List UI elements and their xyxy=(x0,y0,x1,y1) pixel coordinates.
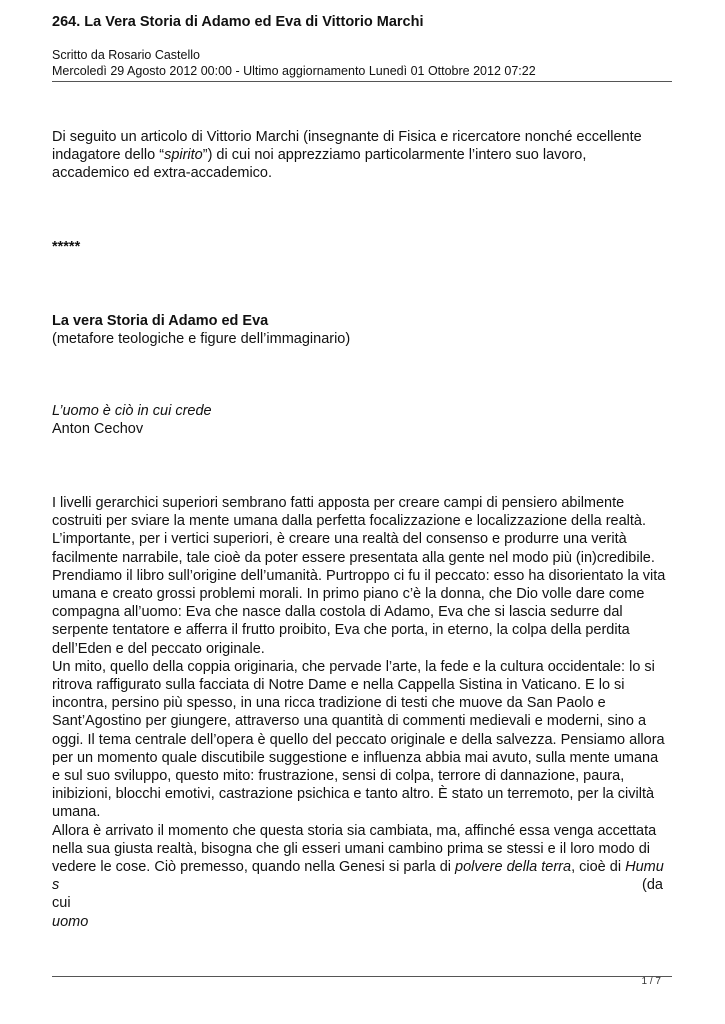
article-text: vedere le cose. Ciò premesso, quando nella Genesi si parla di xyxy=(52,859,456,876)
page-title: 264. La Vera Storia di Adamo ed Eva di Vittorio Marchi xyxy=(52,14,424,30)
article-line xyxy=(52,858,672,876)
article-line: e sul suo sviluppo, questo mito: frustrazione, sensi di colpa, terrore di dannazione, paura, xyxy=(52,768,625,785)
article-line: inibizioni, blocchi emotivi, castrazione psichica e tanto altro. È stato un terremoto, per la civiltà xyxy=(52,786,655,803)
article-italic-text: polvere della terra xyxy=(455,859,572,876)
article-line: dell’Eden e del peccato originale. xyxy=(52,640,265,657)
article-line: Un mito, quello della coppia originaria, che pervade l’arte, la fede e la cultura occidentale: lo si xyxy=(52,658,655,675)
article-body xyxy=(52,494,672,931)
intro-italic-text: spirito xyxy=(164,147,203,164)
intro-line: accademico ed extra-accademico. xyxy=(52,165,273,182)
author-line: Scritto da Rosario Castello xyxy=(52,48,200,62)
intro-line xyxy=(52,146,642,164)
intro-line: Di seguito un articolo di Vittorio Marchi (insegnante di Fisica e ricercatore nonché eccellente xyxy=(52,129,642,145)
article-line: umana e creato grossi problemi morali. In primo piano c’è la donna, che Dio volle dare come xyxy=(52,586,645,603)
article-text: , cioè di xyxy=(571,859,626,876)
intro-text: indagatore dello “ xyxy=(52,147,165,164)
page-number: 1 / 7 xyxy=(641,976,661,987)
article-line xyxy=(52,913,672,931)
article-line: L’importante, per i vertici superiori, è creare una realtà del consenso e produrre una verità xyxy=(52,531,627,548)
intro-paragraph xyxy=(52,128,642,183)
article-text: (da xyxy=(642,877,663,894)
header-divider xyxy=(52,81,672,82)
article-line: incontra, persino più spesso, in una ricca tradizione di testi che muove da San Paolo e xyxy=(52,695,606,712)
article-line: compagna all’uomo: Eva che nasce dalla costola di Adamo, Eva che si lascia sedurre dal xyxy=(52,604,623,621)
epigraph-author: Anton Cechov xyxy=(52,421,144,437)
article-line: oggi. Il tema centrale dell’opera è quello del peccato originale e della salvezza. Pensiamo allora xyxy=(52,731,665,748)
epigraph-quote: L’uomo è ciò in cui crede xyxy=(52,403,212,419)
dates-line: Mercoledì 29 Agosto 2012 00:00 - Ultimo aggiornamento Lunedì 01 Ottobre 2012 07:22 xyxy=(52,64,536,78)
article-line: nella sua giusta realtà, bisogna che gli esseri umani cambino prima se stessi e il loro modo di xyxy=(52,840,651,857)
article-line: Allora è arrivato il momento che questa storia sia cambiata, ma, affinché essa venga accettata xyxy=(52,822,657,839)
section-subtitle: (metafore teologiche e figure dell’immaginario) xyxy=(52,331,351,347)
footer-divider xyxy=(52,976,672,977)
article-line: umana. xyxy=(52,804,101,821)
article-line: facilmente narrabile, tale cioè da poter essere presentata alla gente nel modo più (in)credibile. xyxy=(52,549,655,566)
article-line: serpente tentatore e afferra il frutto proibito, Eva che porta, in eterno, la colpa della perdita xyxy=(52,622,630,639)
article-line: I livelli gerarchici superiori sembrano fatti apposta per creare campi di pensiero abilmente xyxy=(52,495,625,511)
article-line: Prendiamo il libro sull’origine dell’umanità. Purtroppo ci fu il peccato: esso ha disorientato la vita xyxy=(52,567,666,584)
article-line: cui xyxy=(52,895,71,912)
article-line: costruiti per sviare la mente umana dalla perfetta focalizzazione e localizzazione della realtà. xyxy=(52,513,647,530)
article-line: per un momento quale discutibile suggestione e influenza abbia mai avuto, sulla mente umana xyxy=(52,749,659,766)
section-title: La vera Storia di Adamo ed Eva xyxy=(52,313,269,329)
article-italic-text: Humu xyxy=(625,859,664,876)
article-line xyxy=(52,876,672,894)
article-italic-text: s xyxy=(52,877,60,894)
article-italic-text: uomo xyxy=(52,913,89,930)
separator-stars: ***** xyxy=(52,239,81,255)
intro-text: ”) di cui noi apprezziamo particolarmente l’intero suo lavoro, xyxy=(202,147,587,164)
article-line: Sant’Agostino per giungere, attraverso una quantità di commenti medievali e moderni, sino a xyxy=(52,713,647,730)
article-line: ritrova raffigurato sulla facciata di Notre Dame e nella Cappella Sistina in Vaticano. E lo si xyxy=(52,677,625,694)
